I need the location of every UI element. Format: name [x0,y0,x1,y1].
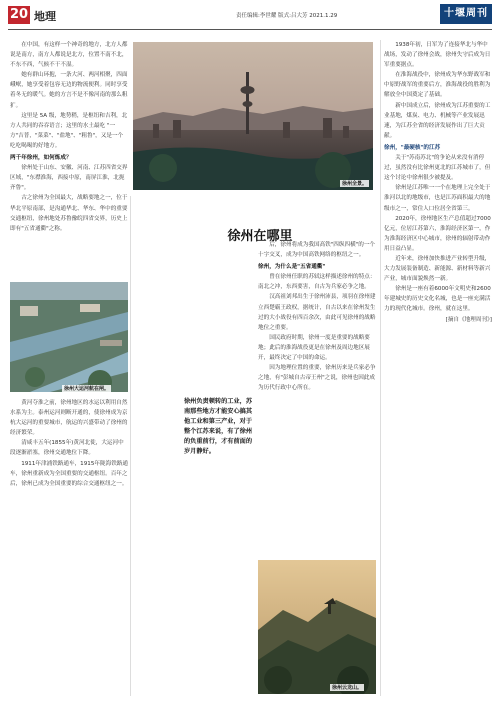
column-1 [10,40,128,234]
editor-credits: 责任编辑:李世耀 版式:吕大芳 2021.1.29 [236,13,338,19]
paragraph: 新中国成立后，徐州成为江苏重要的工业基地，煤炭、电力、机械等产业发展迅速，为江苏全省的经济发展作出了巨大贡献。 [384,102,491,139]
mountain-photo [258,560,376,694]
paragraph: 徐州是一座有着6000年文明史和2600年建城史的历史文化名城，也是一座充满活力的现代化城市。徐州，就在这里。 [384,286,491,313]
paragraph: 关于"苏南苏北"的争论从来没有消停过，虽然没有比徐州更北的江苏城市了，但这个讨论中徐州很少被提及。 [384,155,491,182]
paragraph: 在中国，有这样一个神奇的地方，北方人都说是南方，南方人都说是北方，位置不南不北，不东不西，气候不干不湿。 [10,42,128,69]
paragraph: 2020年，徐州地区生产总值超过7000亿元，位居江苏第六，淮海经济区第一，作为淮海经济区中心城市，徐州的辐射带动作用日益凸显。 [384,215,491,252]
article-title: 徐州在哪里 [227,229,293,244]
page-header [0,0,499,30]
paragraph: 后，徐州将成为我国高铁"四纵四横"的一个十字交叉，成为中国高铁网络的枢纽之一。 [258,242,376,259]
article-source: [摘自《地理周刊》] [445,316,492,323]
subheading: 徐州，为什么是"五省通衢" [258,264,326,271]
section-title: 地理 [34,10,56,23]
paragraph: 汉高祖刘邦出生于徐州沛县，项羽在徐州建立西楚霸王政权，据统计，自古以来在徐州发生过的大小战役有四百余次，由此可见徐州的战略地位之重要。 [258,294,376,331]
paragraph: 近年来，徐州加快推进产业转型升级，大力发展装备制造、新能源、新材料等新兴产业，城市面貌焕然一新。 [384,255,491,283]
paragraph: 1938年初，日军为了连接华北与华中战场，发动了徐州会战，徐州失守后成为日军重要据点。 [384,42,491,69]
subheading: 徐州，"最硬核"的江苏 [384,144,441,151]
top-photo-caption: 徐州全景。 [342,181,368,187]
paragraph: 黄河夺淮之前，徐州地区的水运以利用自然水系为主。泰州运河则断开通的，使徐州成为京杭大运河的重要城市，航运的兴盛带动了徐州的经济繁荣。 [10,400,128,437]
paragraph: 徐州处于山东、安徽、河南、江苏四省交界区域，"东襟淮海，西接中原，南屏江淮，北扼齐鲁"。 [10,165,128,192]
page-number: 20 [9,7,29,22]
paragraph: 她有群山环抱，一条大河、两河相聚，四面峨岷，她享受着包容无边的物流便利。同时享受着冬无的暖气。她的方言不是不像河南的那么粗犷。 [10,72,128,109]
publication-logo: 十堰周刊 [440,4,492,24]
header-rule [8,29,492,30]
column-3 [384,40,492,325]
column-divider [130,196,131,696]
left-photo-caption: 徐州大运河航在闸。 [64,386,110,392]
paragraph: 1911年津浦铁路通车，1915年陇海铁路通车，徐州重新成为全国重要的交通枢纽。百年之后，徐州已成为全国重要的综合交通枢纽之一。 [10,460,128,487]
paragraph: 这里是 5A 级，地势稍，是枢纽和吉利，北方人共同的吞吞语言；这里的水土最吃 "一方"吉普，"菜菜"、"盐地"、"粗鲁"，又是一个吃吃喝喝的好地方。 [10,112,128,149]
city-panorama-photo [133,42,373,190]
column-1-lower [10,398,128,489]
column-2 [258,240,376,393]
paragraph: 清咸丰五年(1855年)黄河北徙，大运河中段逐渐淤塞，徐州交通地位下降。 [10,440,124,457]
paragraph: 因为地理位置的重要，徐州历来是兵家必争之地，有"彭城自古帝王州"之说，徐州也因此成为历代行政中心所在。 [258,365,376,392]
paragraph: 古之徐州为全国最大，战略要地之一，位于华北平原南部，是沟通华北、华东、华中的重要交通枢纽，徐州地处苏鲁豫皖四省交界，历史上即有"五省通衢"之称。 [10,195,128,232]
pull-quote: 徐州负责顿转的工业，苏南那些地方才能安心搞其他工业和第三产业，对于整个江苏来说，有了徐州的负重前行，才有前面的岁月静好。 [184,398,253,455]
bottom-photo-caption: 徐州云龙山。 [332,685,363,691]
canal-photo [10,282,128,392]
column-divider [380,40,381,696]
subheading: 两千年徐州，如何炼成？ [10,155,72,162]
paragraph: 国民政府时期，徐州一度是重要的战略要地；此后的淮海战役更是在徐州及周边地区展开，最终决定了中国的命运。 [258,334,370,362]
paragraph: 在淮海战役中，徐州成为华东野战军和中原野战军的重要后方，淮海战役的胜利为解放全中国奠定了基础。 [384,72,491,99]
paragraph: 曾在徐州任职的苏轼这样描述徐州的特点：南北之冲，东西要害，自古为兵家必争之地。 [258,274,376,291]
paragraph: 徐州是江苏唯一一个在地理上完全处于淮河以北的地级市，也是江苏面积最大的地级市之一，常住人口位居全省第三。 [384,185,491,212]
